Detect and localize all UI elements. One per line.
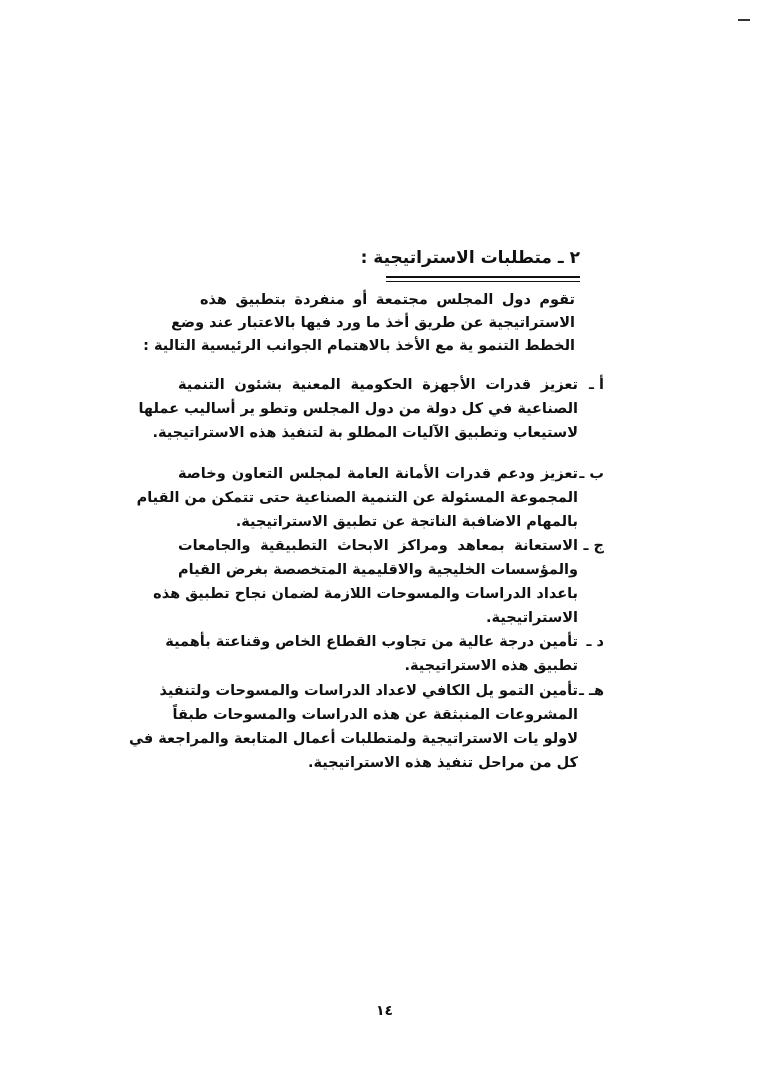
list-item-line: الاستراتيجية. <box>486 610 578 626</box>
list-item-line: تعزيز قدرات الأجهزة الحكومية المعنية بشئون التنمية <box>178 377 578 393</box>
page-number: ١٤ <box>376 1003 394 1019</box>
list-item-marker: أ ـ <box>589 377 604 393</box>
list-item-line: الصناعية في كل دولة من دول المجلس وتطو ير أساليب عملها <box>138 401 578 417</box>
list-item-line: والمؤسسات الخليجية والاقليمية المتخصصة بغرض القيام <box>178 562 578 578</box>
list-item-line: المشروعات المنبثقة عن هذه الدراسات والمسوحات طبقاً <box>172 707 578 723</box>
list-item-line: تعزيز ودعم قدرات الأمانة العامة لمجلس التعاون وخاصة <box>178 466 578 482</box>
heading-underline <box>386 276 580 278</box>
list-item-marker: د ـ <box>586 634 604 650</box>
list-item-line: بالمهام الاضافبة الناتجة عن تطبيق الاستراتيجية. <box>235 514 578 530</box>
intro-line: الخطط التنمو ية مع الأخذ بالاهتمام الجوانب الرئيسية التالية : <box>143 338 575 354</box>
list-item-line: لاولو يات الاستراتيجية ولمتطلبات أعمال المتابعة والمراجعة في <box>129 731 578 747</box>
list-item-line: كل من مراحل تنفيذ هذه الاستراتيجية. <box>307 755 578 771</box>
list-item-marker: هـ ـ <box>578 683 604 699</box>
list-item-line: لاستيعاب وتطبيق الآليات المطلو بة لتنفيذ هذه الاستراتيجية. <box>152 425 578 441</box>
list-item-marker: ب ـ <box>579 466 604 482</box>
scan-mark <box>738 19 750 21</box>
section-heading: ٢ ـ متطلبات الاستراتيجية : <box>360 248 580 268</box>
heading-underline-thin <box>386 281 580 282</box>
list-item-line: الاستعانة بمعاهد ومراكز الابحاث التطبيقية والجامعات <box>178 538 578 554</box>
list-item-marker: ج ـ <box>583 538 604 554</box>
list-item-line: المجموعة المسئولة عن التنمية الصناعية حتى تتمكن من القيام <box>136 490 578 506</box>
list-item-line: تأمين درجة عالية من تجاوب القطاع الخاص وقناعتة بأهمية <box>165 634 578 650</box>
list-item-line: تأمين التمو يل الكافي لاعداد الدراسات والمسوحات ولتنفيذ <box>159 683 578 699</box>
intro-line: تقوم دول المجلس مجتمعة أو منفردة بتطبيق هذه <box>200 292 575 308</box>
list-item-line: تطبيق هذه الاستراتيجية. <box>404 658 578 674</box>
list-item-line: باعداد الدراسات والمسوحات اللازمة لضمان نجاح تطبيق هذه <box>153 586 578 602</box>
intro-line: الاستراتيجية عن طريق أخذ ما ورد فيها بالاعتبار عند وضع <box>171 315 575 331</box>
